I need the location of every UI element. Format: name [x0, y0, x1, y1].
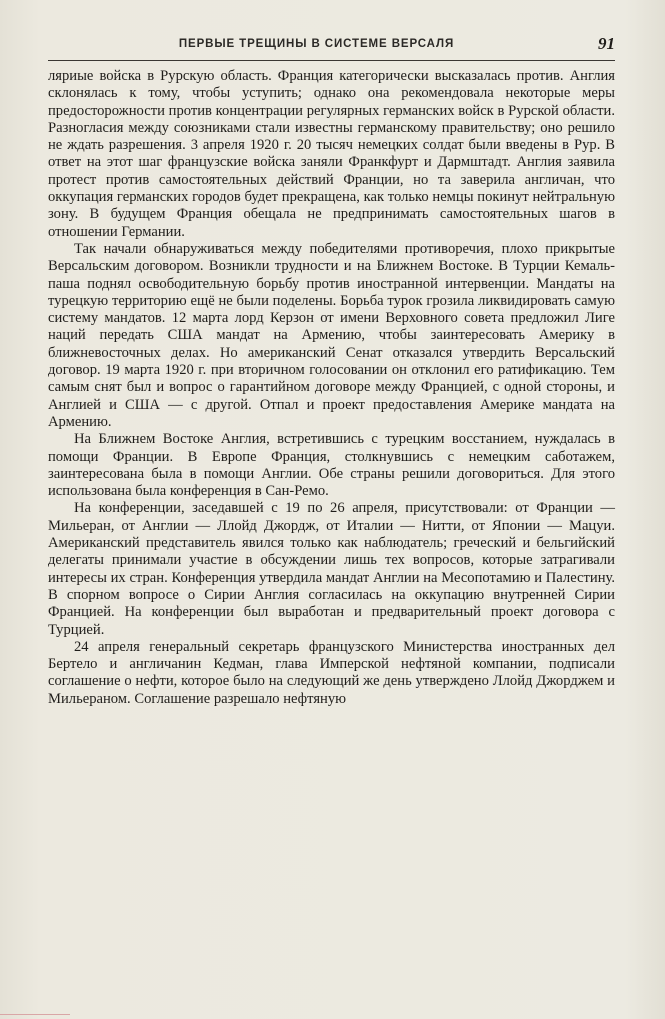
- paragraph-4: На конференции, заседавшей с 19 по 26 апреля, присутствовали: от Франции — Мильеран, от Англии — Ллойд Джордж, от Италии — Нитти, от Японии — Мацуи. Американский представитель явился только как наблюдатель; греческий и бельгийский делегаты принимали участие в обсуждении лишь тех вопросов, которые затрагивали интересы их стран. Конференция утвердила мандат Англии на Месопотамию и Палестину. В спорном вопросе о Сирии Англия согласилась на оккупацию внутренней Сирии Францией. На конференции был выработан и предварительный проект договора с Турцией.: [48, 500, 615, 638]
- running-title: ПЕРВЫЕ ТРЕЩИНЫ В СИСТЕМЕ ВЕРСАЛЯ: [178, 38, 455, 50]
- paragraph-1: ляриые войска в Рурскую область. Франция категорически высказалась против. Англия склонялась к тому, чтобы уступить; однако она рекомендовала некоторые меры предосторожности против концентрации регулярных германских войск в Рурской области. Разногласия между союзниками стали известны германскому правительству; оно решило не ждать разрешения. 3 апреля 1920 г. 20 тысяч немецких солдат были введены в Рур. В ответ на этот шаг французские войска заняли Франкфурт и Дармштадт. Англия заявила протест против самостоятельных действий Франции, но та заверила англичан, что оккупация германских городов будет прекращена, как только немцы покинут нейтральную зону. В будущем Франция обещала не предпринимать самостоятельных шагов в отношении Германии.: [48, 68, 615, 240]
- page-header: [48, 34, 615, 56]
- paragraph-5: 24 апреля генеральный секретарь французского Министерства иностранных дел Бертело и англичанин Кедман, глава Имперской нефтяной компании, подписали соглашение о нефти, которое было на следующий же день утверждено Ллойд Джорджем и Мильераном. Соглашение разрешало нефтяную: [48, 638, 615, 707]
- page-number: 91: [598, 34, 615, 53]
- paragraph-2: Так начали обнаруживаться между победителями противоречия, плохо прикрытые Версальским договором. Возникли трудности и на Ближнем Востоке. В Турции Кемаль-паша поднял освободительную борьбу против иностранной интервенции. Мандаты на турецкую территорию ещё не были поделены. Борьба турок грозила ликвидировать самую систему мандатов. 12 марта лорд Керзон от имени Верховного совета предложил Лиге наций передать США мандат на Армению, чтобы заинтересовать Америку в ближневосточных делах. Но американский Сенат отказался утвердить Версальский договор. 19 марта 1920 г. при вторичном голосовании он отклонил его ратификацию. Тем самым снят был и вопрос о гарантийном договоре между Францией, с одной стороны, и Англией и США — с другой. Отпал и проект предоставления Америке мандата на Армению.: [48, 240, 615, 430]
- bottom-edge-mark: [0, 1014, 70, 1015]
- body-text: [48, 68, 615, 708]
- header-rule: [48, 60, 615, 61]
- paragraph-3: На Ближнем Востоке Англия, встретившись с турецким восстанием, нуждалась в помощи Франции. В Европе Франция, столкнувшись с немецким саботажем, заинтересована была в помощи Англии. Обе страны решили договориться. Для этого использована была конференция в Сан-Ремо.: [48, 431, 615, 500]
